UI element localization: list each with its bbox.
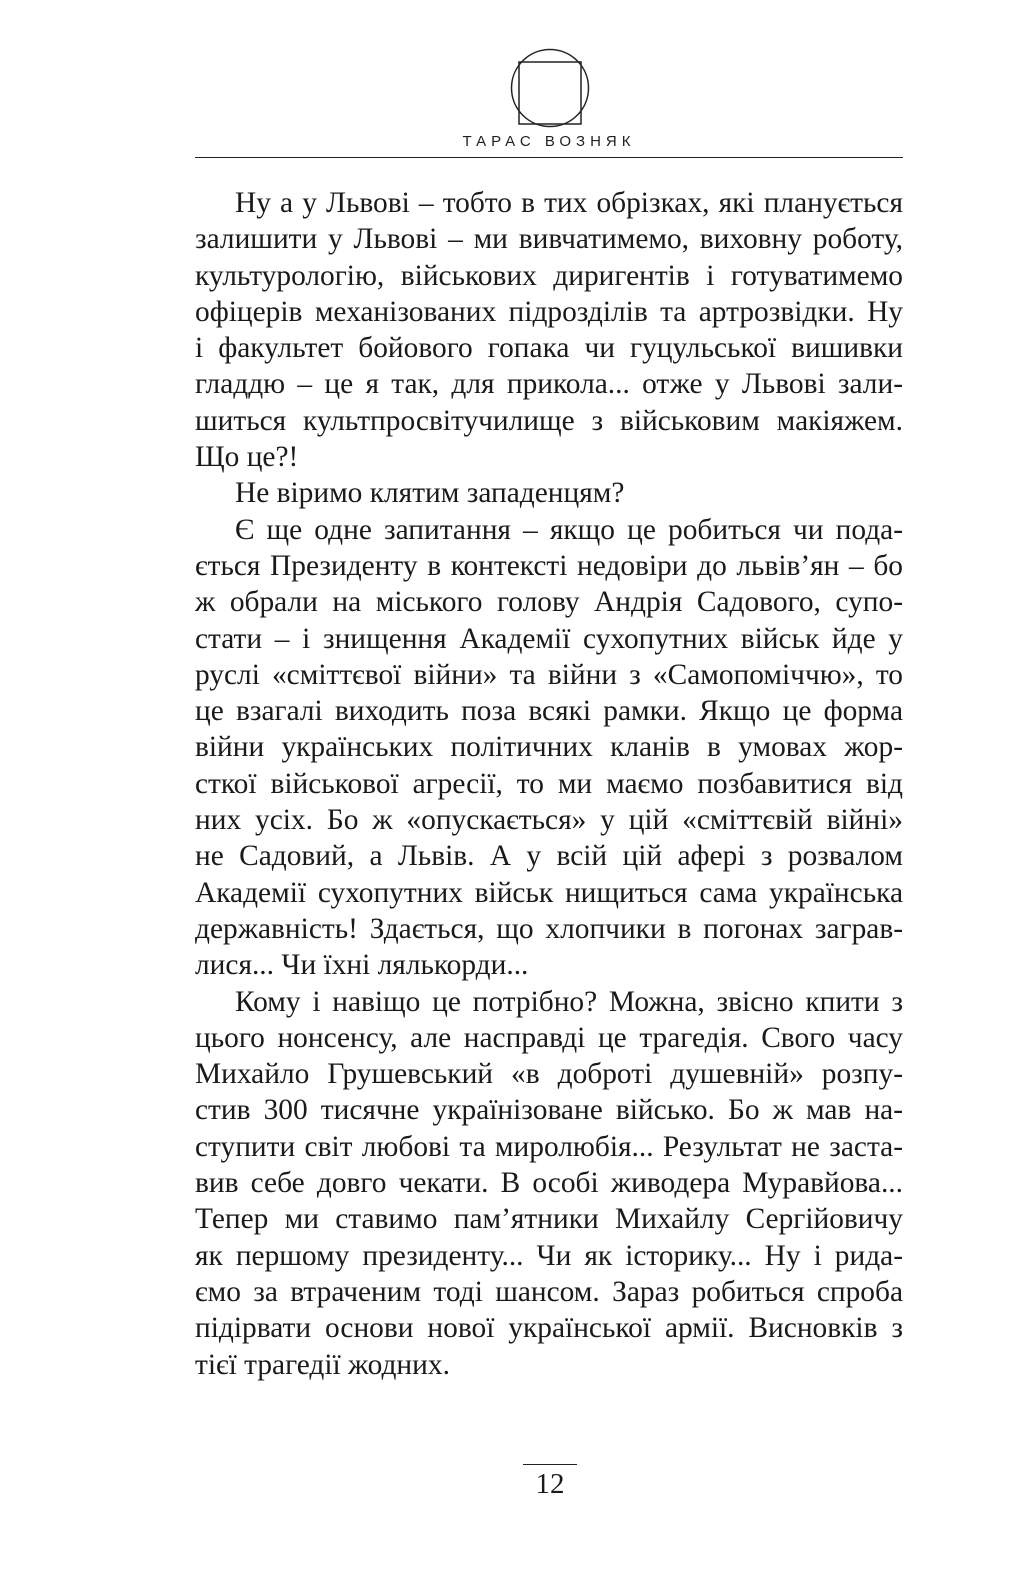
text-line: них усіх. Бо ж «опускається» у цій «сміттєвій війні» xyxy=(195,804,903,837)
text-line: державність! Здається, що хлопчики в погонах заграв- xyxy=(195,912,903,945)
paragraph xyxy=(195,185,903,475)
text-line: Що це?! xyxy=(195,441,299,474)
text-line: Михайло Грушевський «в доброті душевній» розпу- xyxy=(195,1058,903,1091)
paragraph xyxy=(195,475,903,511)
text-line: сткої військової агресії, то ми маємо позбавитися від xyxy=(195,767,903,800)
text-line: Ну а у Львові – тобто в тих обрізках, які планується xyxy=(235,187,903,219)
text-line: ємо за втраченим тоді шансом. Зараз робиться спроба xyxy=(195,1275,903,1308)
page-number-rule xyxy=(523,1464,577,1465)
body-text xyxy=(195,185,903,1383)
text-line: війни українських політичних кланів в умовах жор- xyxy=(195,731,903,764)
text-line: і факультет бойового гопака чи гуцульської вишивки xyxy=(195,332,903,365)
text-line: Тепер ми ставимо пам’ятники Михайлу Сергійовичу xyxy=(195,1203,903,1236)
text-line: як першому президенту... Чи як історику... Ну і рида- xyxy=(195,1239,903,1272)
text-line: залишити у Львові – ми вивчатимемо, виховну роботу, xyxy=(195,223,903,256)
header-rule xyxy=(195,157,903,158)
text-line: стив 300 тисячне українізоване військо. Бо ж мав на- xyxy=(195,1094,903,1127)
text-line: лися... Чи їхні лялькорди... xyxy=(195,949,529,982)
text-line: Кому і навіщо це потрібно? Можна, звісно кпити з xyxy=(235,985,903,1018)
text-line: Є ще одне запитання – якщо це робиться чи пода- xyxy=(235,513,903,546)
paragraph xyxy=(195,984,903,1383)
page-number: 12 xyxy=(535,1468,565,1500)
text-line: це взагалі виходить поза всякі рамки. Якщо це форма xyxy=(195,695,903,728)
text-line: стати – і знищення Академії сухопутних військ йде у xyxy=(195,622,903,655)
text-line: Не віримо клятим западенцям? xyxy=(235,477,625,510)
circle-square-emblem-icon xyxy=(510,48,590,128)
text-line: тієї трагедії жодних. xyxy=(195,1348,450,1381)
running-header-author: ТАРАС ВОЗНЯК xyxy=(462,133,636,150)
text-line: не Садовий, а Львів. А у всій цій афері з розвалом xyxy=(195,840,903,873)
text-line: руслі «сміттєвої війни» та війни з «Самопоміччю», то xyxy=(195,658,903,691)
text-line: Академії сухопутних військ нищиться сама українська xyxy=(195,876,903,909)
text-line: шиться культпросвітучилище з військовим макіяжем. xyxy=(195,404,903,437)
text-line: ступити світ любові та миролюбія... Результат не заста- xyxy=(195,1130,903,1163)
text-line: ється Президенту в контексті недовіри до львів’ян – бо xyxy=(195,549,903,582)
text-line: офіцерів механізованих підрозділів та артрозвідки. Ну xyxy=(195,295,903,328)
text-line: цього нонсенсу, але насправді це трагедія. Свого часу xyxy=(195,1021,903,1054)
text-line: вив себе довго чекати. В особі живодера Муравйова... xyxy=(195,1167,903,1200)
text-line: культурологію, військових диригентів і готуватимемо xyxy=(195,259,903,292)
text-line: гладдю – це я так, для прикола... отже у Львові зали- xyxy=(195,368,903,401)
text-line: підірвати основи нової української армії. Висновків з xyxy=(195,1312,903,1345)
text-line: ж обрали на міського голову Андрія Садового, супо- xyxy=(195,586,903,619)
paragraph xyxy=(195,512,903,984)
